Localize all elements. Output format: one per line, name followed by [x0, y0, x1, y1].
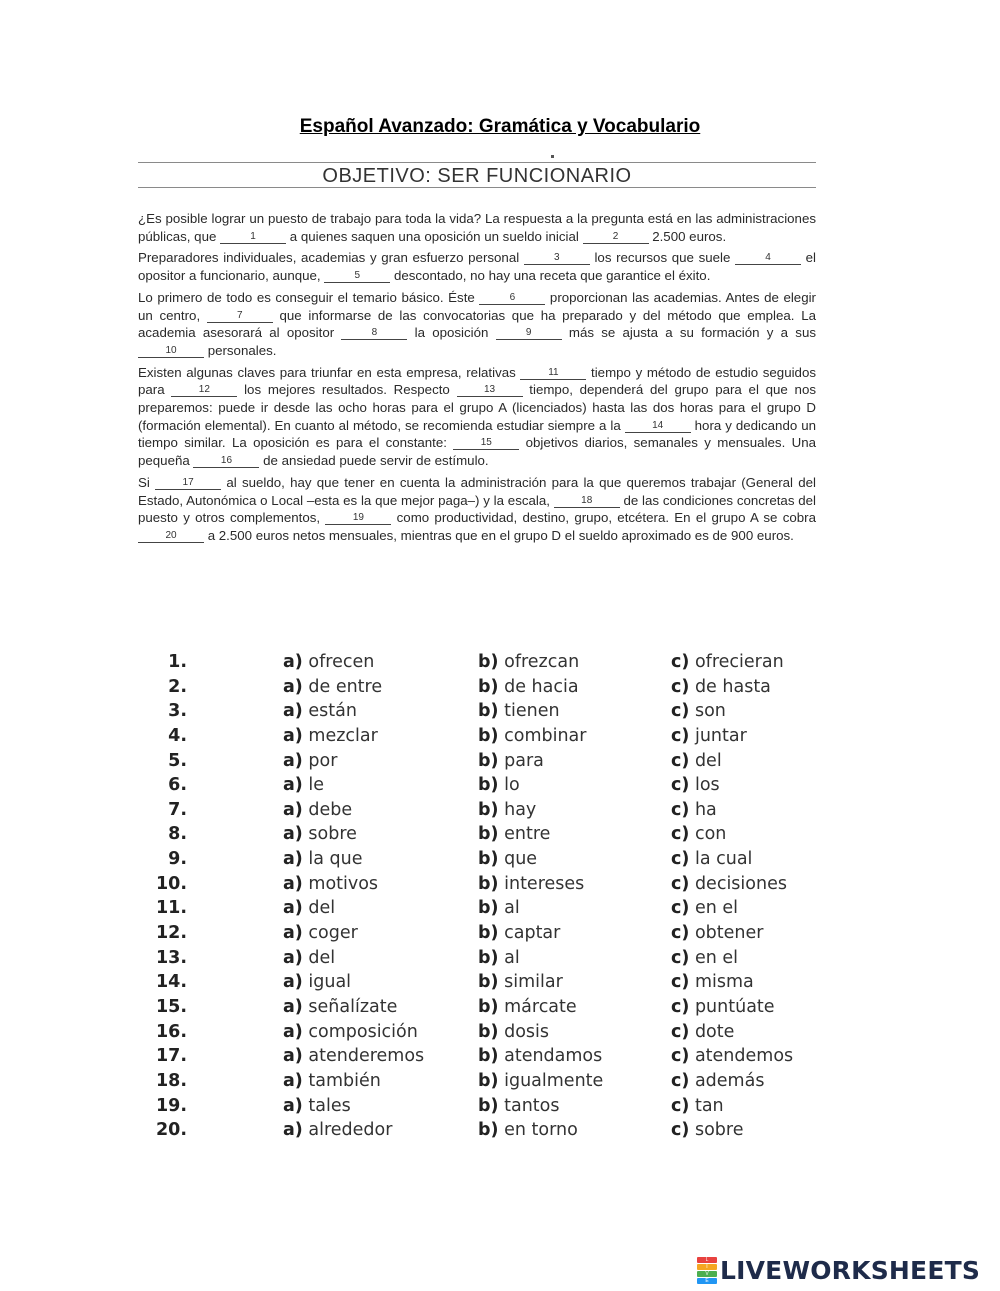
question-number: 19.: [155, 1095, 187, 1116]
option-b[interactable]: b) combinar: [478, 725, 587, 746]
blank-9[interactable]: 9: [496, 326, 562, 340]
question-number: 10.: [155, 873, 187, 894]
question-number: 16.: [155, 1021, 187, 1042]
option-b[interactable]: b) que: [478, 849, 538, 870]
blank-7[interactable]: 7: [207, 309, 273, 323]
blank-12[interactable]: 12: [171, 383, 237, 397]
option-b[interactable]: b) de hacia: [478, 676, 579, 697]
blank-15[interactable]: 15: [453, 436, 519, 450]
option-a[interactable]: a) del: [283, 947, 336, 968]
option-c[interactable]: c) juntar: [671, 725, 747, 746]
question-number: 2.: [168, 676, 187, 697]
option-c[interactable]: c) dote: [671, 1021, 735, 1042]
option-a[interactable]: a) la que: [283, 849, 363, 870]
question-number: 20.: [155, 1120, 187, 1141]
cloze-text: [138, 210, 816, 549]
blank-18[interactable]: 18: [554, 494, 620, 508]
option-row-15: [155, 997, 835, 1022]
option-c[interactable]: c) son: [671, 701, 726, 722]
option-a[interactable]: a) le: [283, 775, 325, 796]
option-row-17: [155, 1046, 835, 1071]
question-number: 5.: [168, 750, 187, 771]
option-a[interactable]: a) del: [283, 898, 336, 919]
option-b[interactable]: b) tienen: [478, 701, 560, 722]
option-b[interactable]: b) ofrezcan: [478, 652, 580, 672]
option-a[interactable]: a) atenderemos: [283, 1046, 425, 1067]
option-c[interactable]: c) sobre: [671, 1120, 744, 1141]
option-a[interactable]: a) igual: [283, 972, 352, 993]
option-b[interactable]: b) igualmente: [478, 1070, 604, 1091]
option-c[interactable]: c) del: [671, 750, 722, 771]
question-number: 13.: [155, 947, 187, 968]
option-b[interactable]: b) entre: [478, 824, 551, 845]
option-a[interactable]: a) de entre: [283, 676, 383, 697]
option-a[interactable]: a) señalízate: [283, 996, 398, 1017]
blank-19[interactable]: 19: [325, 511, 391, 525]
option-a[interactable]: a) ofrecen: [283, 652, 375, 672]
option-c[interactable]: c) atendemos: [671, 1046, 794, 1067]
paragraph-3: Lo primero de todo es conseguir el temario básico. Éste 6 proporcionan las academias. Antes de elegir un centro, 7 que informarse de las convocatorias que ha preparado y del método que emplea. La academia asesorará al opositor 8 la oposición 9 más se ajusta a su formación y a sus 10 personales.: [138, 289, 816, 358]
option-a[interactable]: a) también: [283, 1070, 381, 1091]
option-b[interactable]: b) captar: [478, 923, 561, 944]
question-number: 1.: [168, 652, 187, 672]
option-c[interactable]: c) misma: [671, 972, 754, 993]
question-number: 9.: [168, 849, 187, 870]
option-row-3: [155, 701, 835, 726]
option-c[interactable]: c) en el: [671, 947, 739, 968]
blank-4[interactable]: 4: [735, 251, 801, 265]
option-c[interactable]: c) obtener: [671, 923, 764, 944]
option-b[interactable]: b) similar: [478, 972, 563, 993]
bottom-rule: [138, 187, 816, 188]
option-a[interactable]: a) alrededor: [283, 1120, 393, 1141]
question-number: 11.: [155, 898, 187, 919]
option-b[interactable]: b) en torno: [478, 1120, 578, 1141]
option-row-9: [155, 849, 835, 874]
option-c[interactable]: c) además: [671, 1070, 765, 1091]
option-c[interactable]: c) ofrecieran: [671, 652, 784, 672]
liveworksheets-icon: L I V E: [697, 1257, 717, 1284]
blank-8[interactable]: 8: [341, 326, 407, 340]
paragraph-4: Existen algunas claves para triunfar en esta empresa, relativas 11 tiempo y método de estudio seguidos para 12 los mejores resultados. Respecto 13 tiempo, dependerá del grupo para el que nos preparemos: puede ir desde las ocho horas para el grupo A (licenciados) hasta las dos horas para el grupo D (formación elemental). En cuanto al método, se recomienda estudiar siempre a la 14 hora y dedicando un tiempo similar. La oposición es para el constante: 15 objetivos diarios, semanales y mensuales. Una pequeña 16 de ansiedad puede servir de estímulo.: [138, 364, 816, 469]
option-row-12: [155, 923, 835, 948]
option-b[interactable]: b) lo: [478, 775, 520, 796]
question-number: 17.: [155, 1046, 187, 1067]
option-row-1: [155, 652, 835, 677]
option-c[interactable]: c) tan: [671, 1095, 724, 1116]
option-a[interactable]: a) están: [283, 701, 357, 722]
option-c[interactable]: c) ha: [671, 799, 717, 820]
exercise-subtitle: OBJETIVO: SER FUNCIONARIO: [322, 165, 632, 187]
paragraph-5: Si 17 al sueldo, hay que tener en cuenta la administración para la que queremos trabajar (General del Estado, Autonómica o Local –esta es la que mejor paga–) y la escala, 18 de las condiciones concretas del puesto y otros complementos, 19 como productividad, destino, grupo, etcétera. En el grupo A se cobra 20 a 2.500 euros netos mensuales, mientras que en el grupo D el sueldo aproximado es de 900 euros.: [138, 474, 816, 543]
option-b[interactable]: b) atendamos: [478, 1046, 603, 1067]
option-b[interactable]: b) para: [478, 750, 544, 771]
liveworksheets-logo[interactable]: [697, 1255, 980, 1285]
option-a[interactable]: a) composición: [283, 1021, 418, 1042]
option-b[interactable]: b) dosis: [478, 1021, 550, 1042]
option-c[interactable]: c) en el: [671, 898, 739, 919]
option-a[interactable]: a) coger: [283, 923, 358, 944]
option-a[interactable]: a) debe: [283, 799, 353, 820]
question-number: 18.: [155, 1070, 187, 1091]
question-number: 3.: [168, 701, 187, 722]
blank-11[interactable]: 11: [520, 366, 586, 380]
blank-10[interactable]: 10: [138, 344, 204, 358]
option-b[interactable]: b) al: [478, 898, 520, 919]
option-row-18: [155, 1071, 835, 1096]
blank-3[interactable]: 3: [524, 251, 590, 265]
option-c[interactable]: c) los: [671, 775, 720, 796]
option-c[interactable]: c) de hasta: [671, 676, 771, 697]
option-row-2: [155, 677, 835, 702]
top-rule: [138, 162, 816, 163]
blank-20[interactable]: 20: [138, 529, 204, 543]
option-row-7: [155, 800, 835, 825]
option-a[interactable]: a) sobre: [283, 824, 357, 845]
option-a[interactable]: a) por: [283, 750, 338, 771]
question-number: 15.: [155, 996, 187, 1017]
option-row-10: [155, 874, 835, 899]
option-a[interactable]: a) motivos: [283, 873, 379, 894]
blank-13[interactable]: 13: [457, 383, 523, 397]
blank-17[interactable]: 17: [155, 476, 221, 490]
option-row-11: [155, 898, 835, 923]
option-row-13: [155, 948, 835, 973]
page-title: Español Avanzado: Gramática y Vocabulario: [299, 116, 701, 137]
option-b[interactable]: b) intereses: [478, 873, 585, 894]
question-number: 14.: [155, 972, 187, 993]
blank-2[interactable]: 2: [583, 230, 649, 244]
paragraph-2: Preparadores individuales, academias y gran esfuerzo personal 3 los recursos que suele 4 el opositor a funcionario, aunque, 5 descontado, no hay una receta que garantice el éxito.: [138, 250, 816, 284]
option-c[interactable]: c) con: [671, 824, 727, 845]
option-a[interactable]: a) tales: [283, 1095, 351, 1116]
brand-name: LIVEWORKSHEETS: [720, 1255, 981, 1285]
question-number: 6.: [168, 775, 187, 796]
option-row-4: [155, 726, 835, 751]
rule-dot: [551, 155, 554, 158]
blank-1[interactable]: 1: [220, 230, 286, 244]
option-b[interactable]: b) tantos: [478, 1095, 560, 1116]
question-number: 8.: [168, 824, 187, 845]
option-row-6: [155, 775, 835, 800]
answer-options-list: [155, 652, 835, 1145]
blank-5[interactable]: 5: [324, 269, 390, 283]
question-number: 4.: [168, 725, 187, 746]
option-b[interactable]: b) hay: [478, 799, 537, 820]
option-row-19: [155, 1096, 835, 1121]
paragraph-1: ¿Es posible lograr un puesto de trabajo para toda la vida? La respuesta a la pregunta está en las administraciones públicas, que 1 a quienes saquen una oposición un sueldo inicial 2 2.500 euros.: [138, 211, 816, 244]
blank-6[interactable]: 6: [479, 291, 545, 305]
option-b[interactable]: b) márcate: [478, 996, 577, 1017]
blank-14[interactable]: 14: [625, 419, 691, 433]
option-c[interactable]: c) puntúate: [671, 996, 775, 1017]
blank-16[interactable]: 16: [193, 454, 259, 468]
option-row-16: [155, 1022, 835, 1047]
option-c[interactable]: c) decisiones: [671, 873, 787, 894]
option-row-20: [155, 1120, 835, 1145]
option-row-8: [155, 824, 835, 849]
option-row-14: [155, 972, 835, 997]
option-b[interactable]: b) al: [478, 947, 520, 968]
option-row-5: [155, 751, 835, 776]
question-number: 12.: [155, 923, 187, 944]
question-number: 7.: [168, 799, 187, 820]
option-c[interactable]: c) la cual: [671, 849, 753, 870]
option-a[interactable]: a) mezclar: [283, 725, 378, 746]
